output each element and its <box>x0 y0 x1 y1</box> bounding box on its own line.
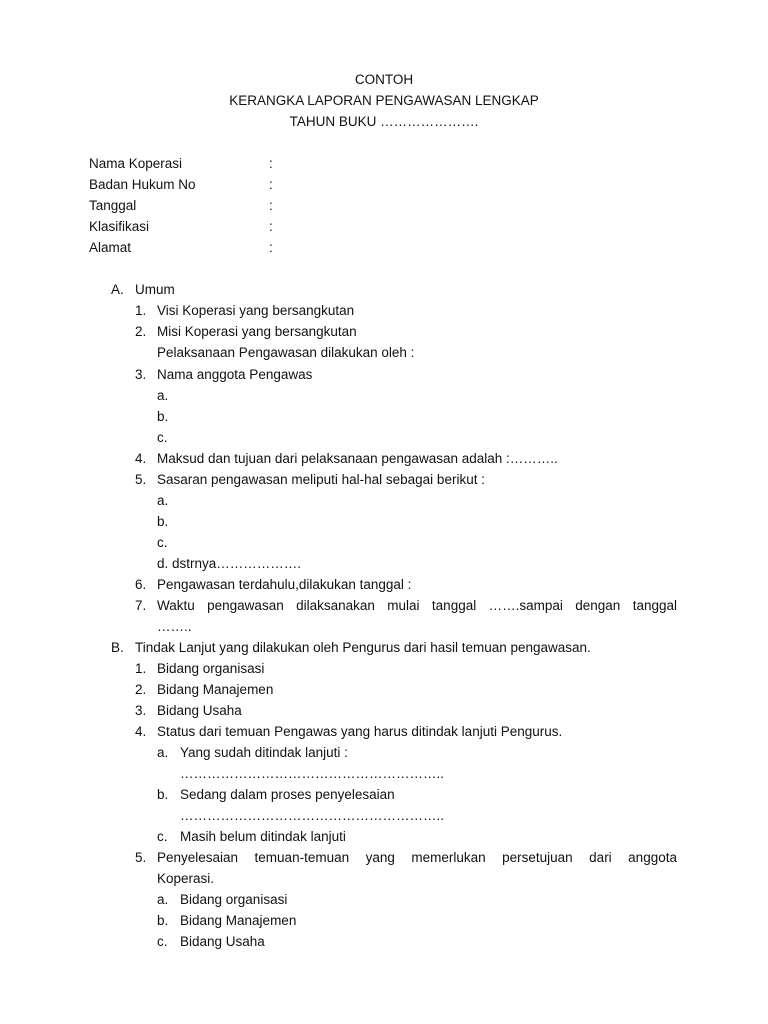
list-number: 5. <box>135 472 147 487</box>
header-subtitle: KERANGKA LAPORAN PENGAWASAN LENGKAP <box>229 93 539 108</box>
colon: : <box>269 156 273 171</box>
sub-item: a. <box>157 493 169 508</box>
sub-item: d. dstrnya………………. <box>157 556 302 571</box>
sub-item: Sedang dalam proses penyelesaian <box>180 787 395 802</box>
sub-item: Yang sudah ditindak lanjuti : <box>180 745 348 760</box>
list-number: 5. <box>135 850 147 865</box>
list-item-justified <box>157 598 677 614</box>
list-item: Bidang Usaha <box>157 703 242 718</box>
word: tanggal <box>431 598 477 613</box>
label-badan-hukum: Badan Hukum No <box>89 177 196 192</box>
colon: : <box>269 240 273 255</box>
list-note: Pelaksanaan Pengawasan dilakukan oleh : <box>157 345 415 360</box>
section-a-title: Umum <box>135 282 175 297</box>
word: memerlukan <box>411 850 486 865</box>
sub-item: Masih belum ditindak lanjuti <box>180 829 346 844</box>
sub-letter: c. <box>157 934 168 949</box>
sub-item: Bidang Manajemen <box>180 913 297 928</box>
list-item: Misi Koperasi yang bersangkutan <box>157 324 357 339</box>
sub-item: c. <box>157 430 168 445</box>
sub-item: a. <box>157 388 169 403</box>
word: persetujuan <box>502 850 573 865</box>
list-item-justified <box>157 850 677 866</box>
list-number: 3. <box>135 367 147 382</box>
list-item-continuation: Koperasi. <box>157 871 215 886</box>
header-title: CONTOH <box>354 72 414 87</box>
colon: : <box>269 177 273 192</box>
sub-item: Bidang Usaha <box>180 934 265 949</box>
word: dilaksanakan <box>296 598 375 613</box>
list-item: Bidang Manajemen <box>157 682 274 697</box>
word: tanggal <box>632 598 677 613</box>
word: anggota <box>628 850 677 865</box>
label-alamat: Alamat <box>89 240 132 255</box>
header-year: TAHUN BUKU …………………. <box>289 114 479 129</box>
word: temuan-temuan <box>254 850 350 865</box>
list-item: Sasaran pengawasan meliputi hal-hal sebagai berikut : <box>157 472 485 487</box>
sub-letter: c. <box>157 829 168 844</box>
section-a-marker: A. <box>111 282 124 297</box>
word: …….sampai <box>488 598 563 613</box>
sub-item: b. <box>157 409 169 424</box>
word: Penyelesaian <box>157 850 239 865</box>
label-nama-koperasi: Nama Koperasi <box>89 156 183 171</box>
sub-letter: a. <box>157 745 169 760</box>
label-klasifikasi: Klasifikasi <box>89 219 150 234</box>
list-number: 2. <box>135 682 147 697</box>
word: mulai <box>387 598 420 613</box>
list-item: Pengawasan terdahulu,dilakukan tanggal : <box>157 577 412 592</box>
word: Waktu <box>157 598 195 613</box>
section-b-marker: B. <box>111 640 124 655</box>
colon: : <box>269 219 273 234</box>
list-number: 4. <box>135 451 147 466</box>
list-item: Bidang organisasi <box>157 661 265 676</box>
sub-item: c. <box>157 535 168 550</box>
list-number: 1. <box>135 303 147 318</box>
sub-letter: b. <box>157 913 169 928</box>
label-tanggal: Tanggal <box>89 198 137 213</box>
list-number: 7. <box>135 598 147 613</box>
list-item-continuation: …….. <box>157 619 192 634</box>
sub-letter: b. <box>157 787 169 802</box>
word: pengawasan <box>207 598 284 613</box>
word: yang <box>365 850 395 865</box>
list-number: 2. <box>135 324 147 339</box>
list-number: 3. <box>135 703 147 718</box>
dotted-fill-line: ………………………………………………….. <box>180 808 445 823</box>
list-number: 4. <box>135 724 147 739</box>
sub-item: Bidang organisasi <box>180 892 288 907</box>
word: dari <box>589 850 612 865</box>
dotted-fill-line: ………………………………………………….. <box>180 766 445 781</box>
sub-letter: a. <box>157 892 169 907</box>
word: dengan <box>575 598 621 613</box>
colon: : <box>269 198 273 213</box>
list-item: Maksud dan tujuan dari pelaksanaan pengawasan adalah :……….. <box>157 451 558 466</box>
list-item: Visi Koperasi yang bersangkutan <box>157 303 355 318</box>
sub-item: b. <box>157 514 169 529</box>
list-number: 6. <box>135 577 147 592</box>
list-item: Status dari temuan Pengawas yang harus ditindak lanjuti Pengurus. <box>157 724 563 739</box>
section-b-title: Tindak Lanjut yang dilakukan oleh Pengurus dari hasil temuan pengawasan. <box>135 640 591 655</box>
list-number: 1. <box>135 661 147 676</box>
list-item: Nama anggota Pengawas <box>157 367 313 382</box>
